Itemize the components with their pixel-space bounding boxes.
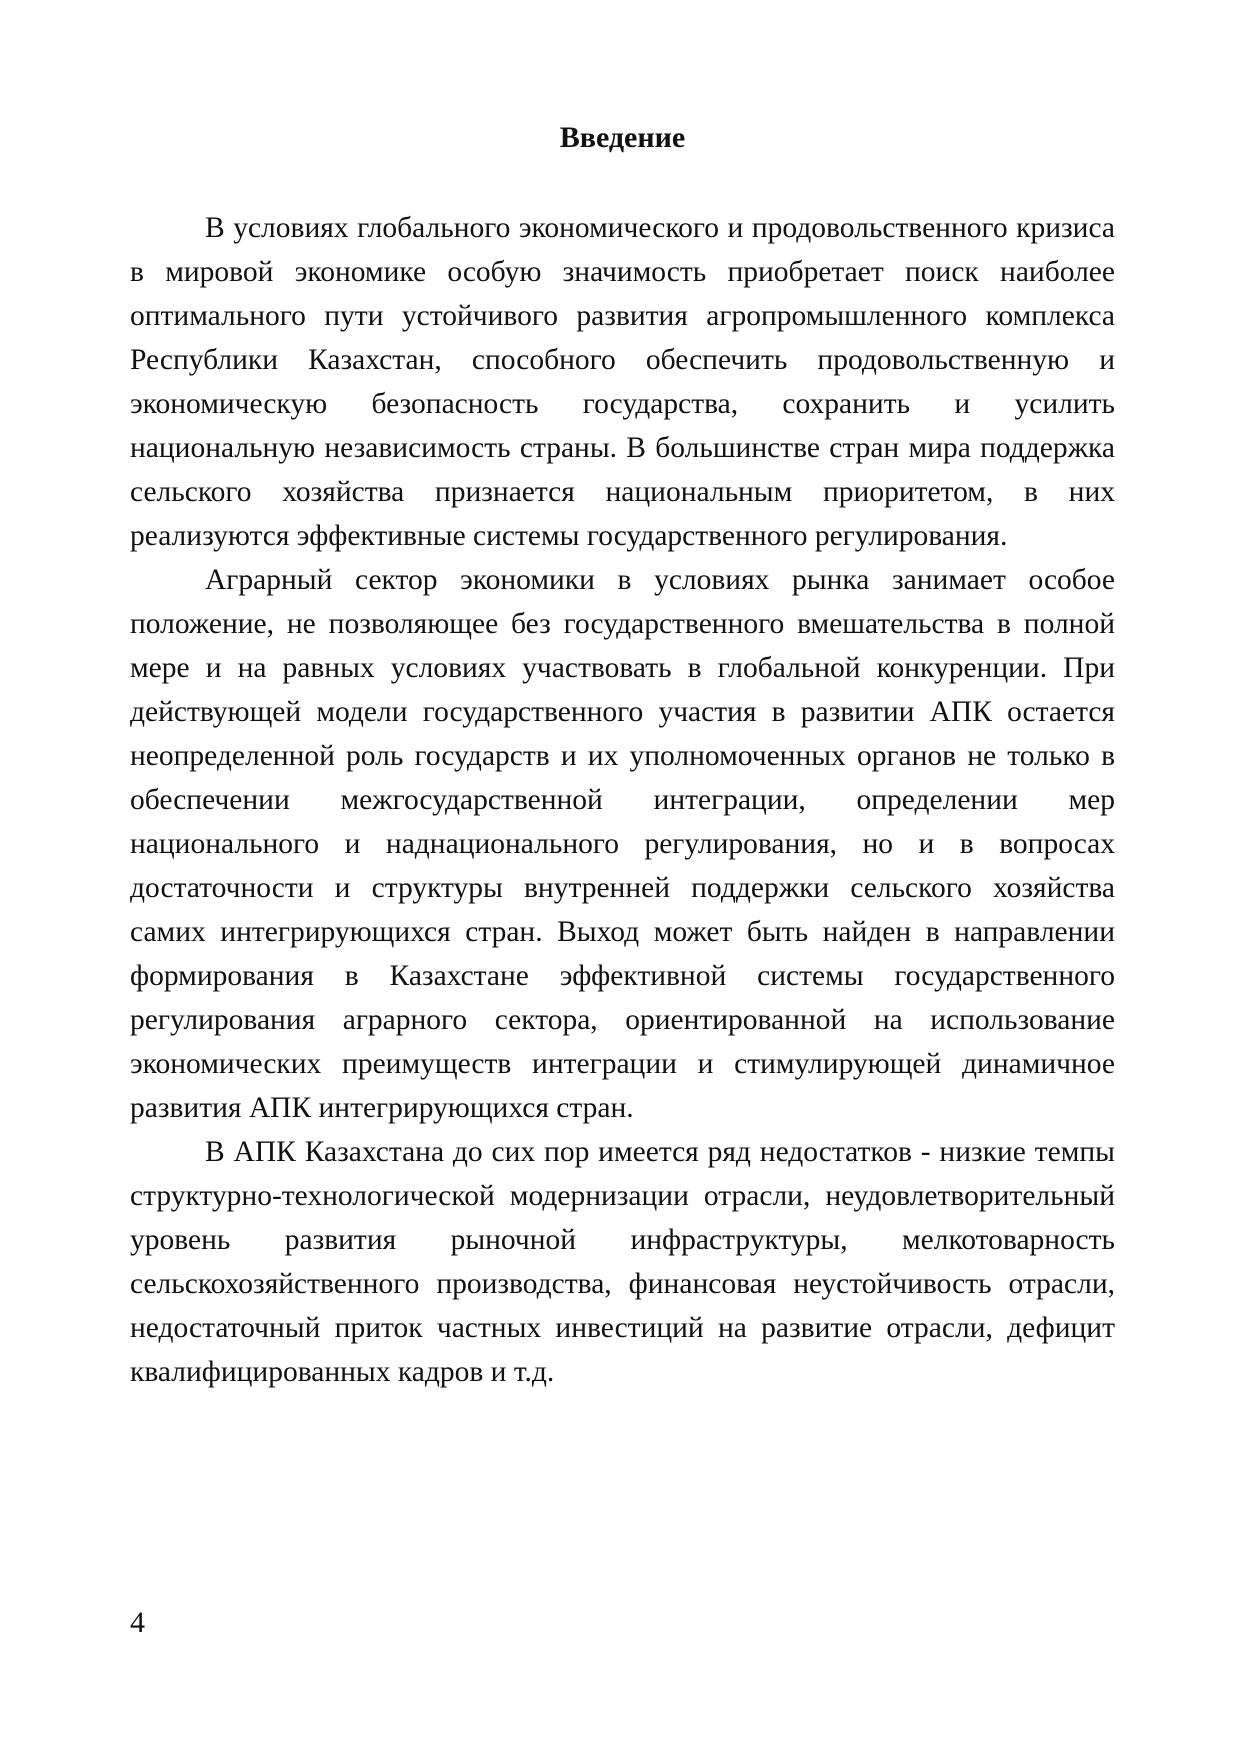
- paragraph-1: В условиях глобального экономического и продовольственного кризиса в мировой экономике особую значимость приобретает поиск наиболее оптимального пути устойчивого развития агропромышленного комплекса Республики Казахстан, способного обеспечить продовольственную и экономическую безопасность государства, сохранить и усилить национальную независимость страны. В большинстве стран мира поддержка сельского хозяйства признается национальным приоритетом, в них реализуются эффективные системы государственного регулирования.: [130, 212, 1115, 552]
- body-text: [130, 206, 1115, 1394]
- page-title: Введение: [559, 121, 686, 154]
- paragraph-2: Аграрный сектор экономики в условиях рынка занимает особое положение, не позволяющее без государственного вмешательства в полной мере и на равных условиях участвовать в глобальной конкуренции. При действующей модели государственного участия в развитии АПК остается неопределенной роль государств и их уполномоченных органов не только в обеспечении межгосударственной интеграции, определении мер национального и наднационального регулирования, но и в вопросах достаточности и структуры внутренней поддержки сельского хозяйства самих интегрирующихся стран. Выход может быть найден в направлении формирования в Казахстане эффективной системы государственного регулирования аграрного сектора, ориентированной на использование экономических преимуществ интеграции и стимулирующей динамичное развития АПК интегрирующихся стран.: [130, 564, 1115, 1124]
- page-number: 4: [130, 1606, 145, 1639]
- paragraph-3: В АПК Казахстана до сих пор имеется ряд недостатков - низкие темпы структурно-технологической модернизации отрасли, неудовлетворительный уровень развития рыночной инфраструктуры, мелкотоварность сельскохозяйственного производства, финансовая неустойчивость отрасли, недостаточный приток частных инвестиций на развитие отрасли, дефицит квалифицированных кадров и т.д.: [130, 1136, 1115, 1388]
